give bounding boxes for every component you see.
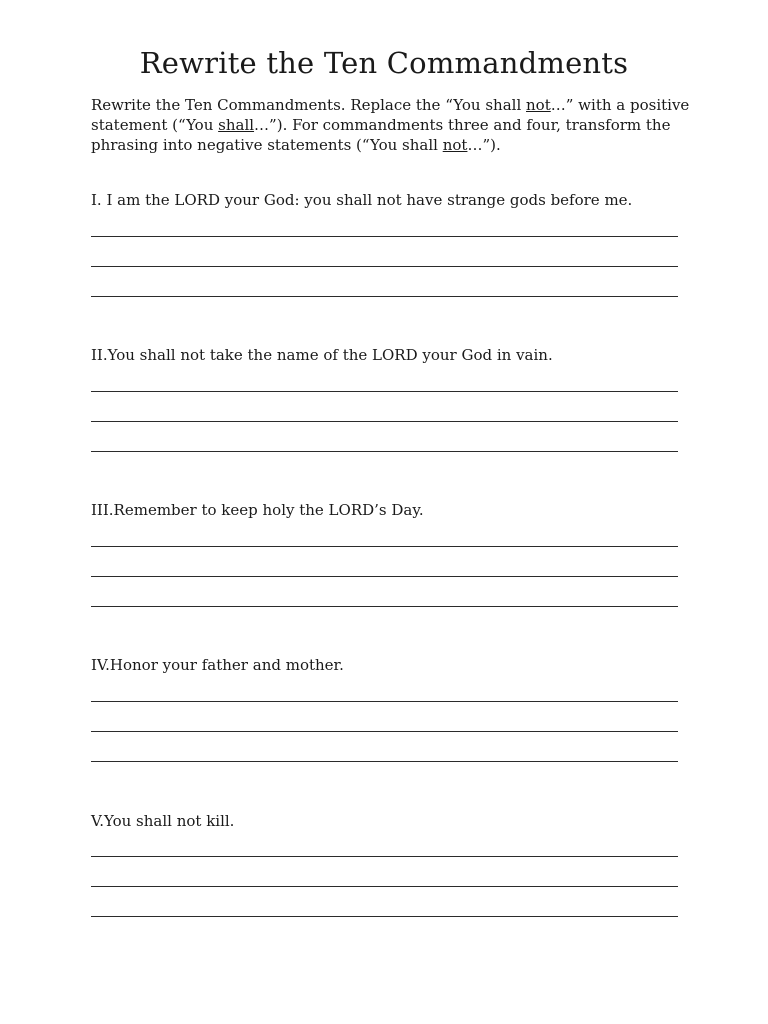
commandment-section-3 [91, 500, 678, 520]
answer-line[interactable] [91, 266, 678, 267]
answer-line[interactable] [91, 606, 678, 607]
answer-line[interactable] [91, 761, 678, 762]
instructions-text: …”). [467, 136, 501, 154]
commandment-prompt: II.You shall not take the name of the LORD your God in vain. [91, 346, 553, 364]
instructions-paragraph [91, 95, 691, 155]
answer-line[interactable] [91, 701, 678, 702]
commandment-section-5 [91, 811, 678, 831]
instructions-text: Rewrite the Ten Commandments. Replace the “You shall [91, 96, 527, 114]
answer-line[interactable] [91, 886, 678, 887]
commandment-section-2 [91, 345, 678, 365]
answer-line[interactable] [91, 451, 678, 452]
answer-line[interactable] [91, 236, 678, 237]
commandment-prompt: III.Remember to keep holy the LORD’s Day. [91, 501, 424, 519]
instructions-underlined-shall: shall [218, 116, 255, 134]
answer-line[interactable] [91, 421, 678, 422]
commandment-prompt: V.You shall not kill. [91, 812, 235, 830]
answer-line[interactable] [91, 391, 678, 392]
answer-line[interactable] [91, 296, 678, 297]
answer-line[interactable] [91, 546, 678, 547]
answer-line[interactable] [91, 916, 678, 917]
answer-line[interactable] [91, 856, 678, 857]
commandment-section-1 [91, 190, 678, 210]
instructions-underlined-not: not [442, 136, 468, 154]
commandment-prompt: I. I am the LORD your God: you shall not have strange gods before me. [91, 191, 633, 209]
answer-line[interactable] [91, 576, 678, 577]
answer-line[interactable] [91, 731, 678, 732]
instructions-underlined-not: not [526, 96, 551, 114]
commandment-section-4 [91, 655, 678, 675]
instructions-text: …”). For commandments three and four, transform the phrasing into negative statements (“You shall [91, 116, 671, 154]
instructions-text: …” with a positive statement (“You [91, 96, 690, 134]
commandment-prompt: IV.Honor your father and mother. [91, 656, 344, 674]
page-title: Rewrite the Ten Commandments [139, 46, 629, 80]
